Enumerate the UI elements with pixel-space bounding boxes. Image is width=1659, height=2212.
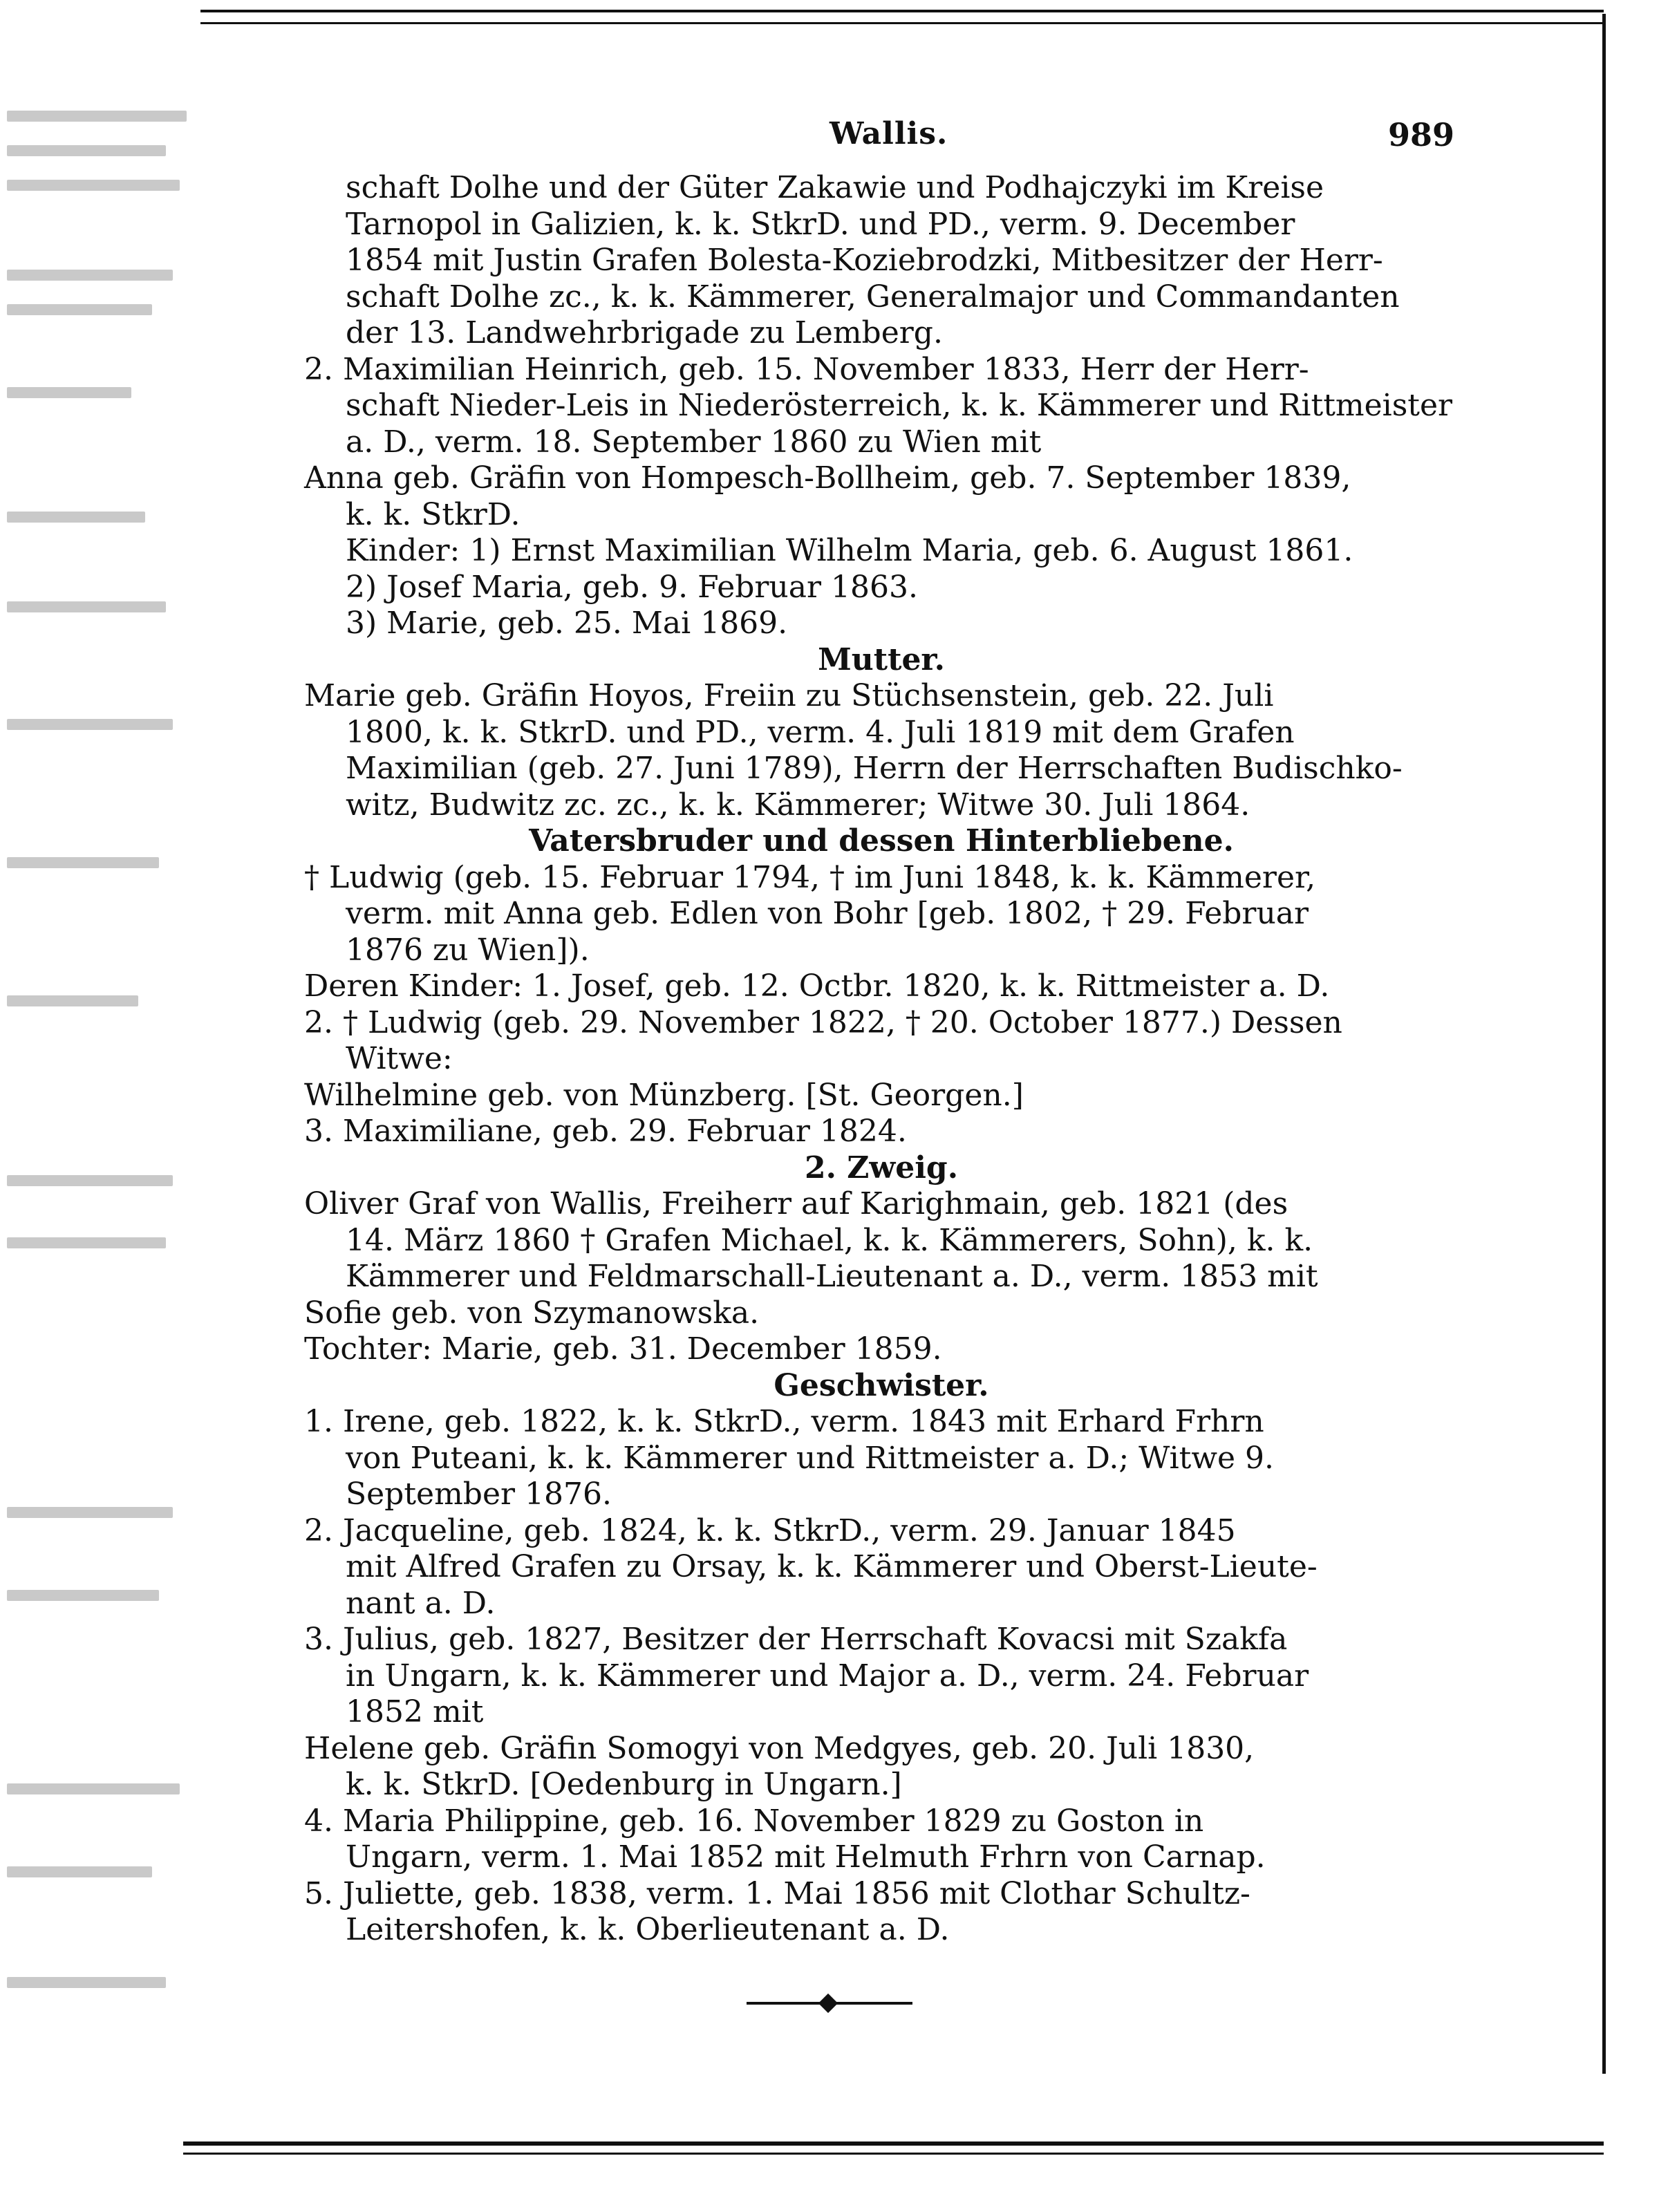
text-line: Kämmerer und Feldmarschall-Lieutenant a. D., verm. 1853 mit — [346, 1259, 1318, 1294]
page-number: 989 — [1388, 116, 1455, 153]
text-line: Kinder: 1) Ernst Maximilian Wilhelm Maria, geb. 6. August 1861. — [346, 533, 1353, 568]
text-line: Tochter: Marie, geb. 31. December 1859. — [304, 1331, 942, 1367]
text-line: schaft Dolhe zc., k. k. Kämmerer, Generalmajor und Commandanten — [346, 279, 1400, 315]
text-line: Vatersbruder und dessen Hinterbliebene. — [529, 823, 1234, 859]
text-line: 2. † Ludwig (geb. 29. November 1822, † 20. October 1877.) Dessen — [304, 1004, 1342, 1040]
text-line: 2. Zweig. — [804, 1150, 959, 1185]
text-line: Geschwister. — [774, 1367, 989, 1403]
text-line: der 13. Landwehrbrigade zu Lemberg. — [346, 315, 943, 350]
page-header — [0, 116, 1659, 158]
bottom-rule — [183, 2141, 1604, 2155]
text-line: Wilhelmine geb. von Münzberg. [St. Georgen.] — [304, 1077, 1024, 1113]
top-rule — [200, 10, 1604, 24]
text-line: 4. Maria Philippine, geb. 16. November 1829 zu Goston in — [304, 1803, 1204, 1839]
text-line: 2. Maximilian Heinrich, geb. 15. November 1833, Herr der Herr- — [304, 351, 1309, 387]
text-line: 3. Maximiliane, geb. 29. Februar 1824. — [304, 1114, 907, 1149]
text-line: witz, Budwitz zc. zc., k. k. Kämmerer; Witwe 30. Juli 1864. — [346, 787, 1250, 823]
text-line: 1. Irene, geb. 1822, k. k. StkrD., verm. 1843 mit Erhard Frhrn — [304, 1404, 1264, 1439]
text-line: von Puteani, k. k. Kämmerer und Rittmeister a. D.; Witwe 9. — [346, 1440, 1275, 1476]
text-line: Leitershofen, k. k. Oberlieutenant a. D. — [346, 1912, 950, 1947]
diamond-icon — [818, 1994, 838, 2013]
text-line: 2. Jacqueline, geb. 1824, k. k. StkrD., verm. 29. Januar 1845 — [304, 1512, 1236, 1548]
text-line: 3) Marie, geb. 25. Mai 1869. — [346, 606, 788, 641]
text-line: 3. Julius, geb. 1827, Besitzer der Herrschaft Kovacsi mit Szakfa — [304, 1622, 1288, 1657]
text-line: Ungarn, verm. 1. Mai 1852 mit Helmuth Frhrn von Carnap. — [346, 1839, 1266, 1875]
text-line: in Ungarn, k. k. Kämmerer und Major a. D., verm. 24. Februar — [346, 1658, 1309, 1694]
text-line: 2) Josef Maria, geb. 9. Februar 1863. — [346, 569, 918, 605]
text-line: 14. März 1860 † Grafen Michael, k. k. Kämmerers, Sohn), k. k. — [346, 1222, 1313, 1258]
bleed-through-margin — [0, 97, 207, 2101]
text-line: schaft Nieder-Leis in Niederösterreich, k. k. Kämmerer und Rittmeister — [346, 388, 1453, 423]
text-line: verm. mit Anna geb. Edlen von Bohr [geb. 1802, † 29. Februar — [346, 896, 1309, 931]
text-line: 5. Juliette, geb. 1838, verm. 1. Mai 1856 mit Clothar Schultz- — [304, 1875, 1250, 1911]
text-line: a. D., verm. 18. September 1860 zu Wien mit — [346, 424, 1042, 460]
text-line: Sofie geb. von Szymanowska. — [304, 1295, 760, 1331]
text-line: nant a. D. — [346, 1585, 496, 1621]
text-line: k. k. StkrD. [Oedenburg in Ungarn.] — [346, 1767, 902, 1802]
end-ornament — [747, 1996, 912, 2010]
text-line: Helene geb. Gräfin Somogyi von Medgyes, geb. 20. Juli 1830, — [304, 1730, 1255, 1766]
text-line: September 1876. — [346, 1477, 612, 1512]
text-line: Anna geb. Gräfin von Hompesch-Bollheim, geb. 7. September 1839, — [304, 460, 1351, 496]
text-line: Deren Kinder: 1. Josef, geb. 12. Octbr. 1820, k. k. Rittmeister a. D. — [304, 968, 1330, 1004]
text-line: Mutter. — [818, 641, 945, 677]
text-line: 1876 zu Wien]). — [346, 932, 590, 968]
text-line: Marie geb. Gräfin Hoyos, Freiin zu Stüchsenstein, geb. 22. Juli — [304, 678, 1274, 713]
text-line: mit Alfred Grafen zu Orsay, k. k. Kämmerer und Oberst-Lieute- — [346, 1549, 1318, 1584]
running-head: Wallis. — [830, 116, 948, 151]
text-line: k. k. StkrD. — [346, 496, 521, 532]
right-rule — [1602, 14, 1606, 2074]
text-line: Maximilian (geb. 27. Juni 1789), Herrn der Herrschaften Budischko- — [346, 751, 1403, 786]
text-line: 1800, k. k. StkrD. und PD., verm. 4. Juli 1819 mit dem Grafen — [346, 714, 1295, 750]
text-line: 1854 mit Justin Grafen Bolesta-Koziebrodzki, Mitbesitzer der Herr- — [346, 243, 1383, 278]
text-line: schaft Dolhe und der Güter Zakawie und Podhajczyki im Kreise — [346, 170, 1324, 205]
text-line: Witwe: — [346, 1041, 453, 1076]
text-line: 1852 mit — [346, 1694, 484, 1730]
text-line: † Ludwig (geb. 15. Februar 1794, † im Juni 1848, k. k. Kämmerer, — [304, 859, 1316, 895]
text-line: Oliver Graf von Wallis, Freiherr auf Karighmain, geb. 1821 (des — [304, 1186, 1288, 1221]
text-body — [304, 170, 1459, 1949]
text-line: Tarnopol in Galizien, k. k. StkrD. und PD., verm. 9. December — [346, 206, 1295, 242]
